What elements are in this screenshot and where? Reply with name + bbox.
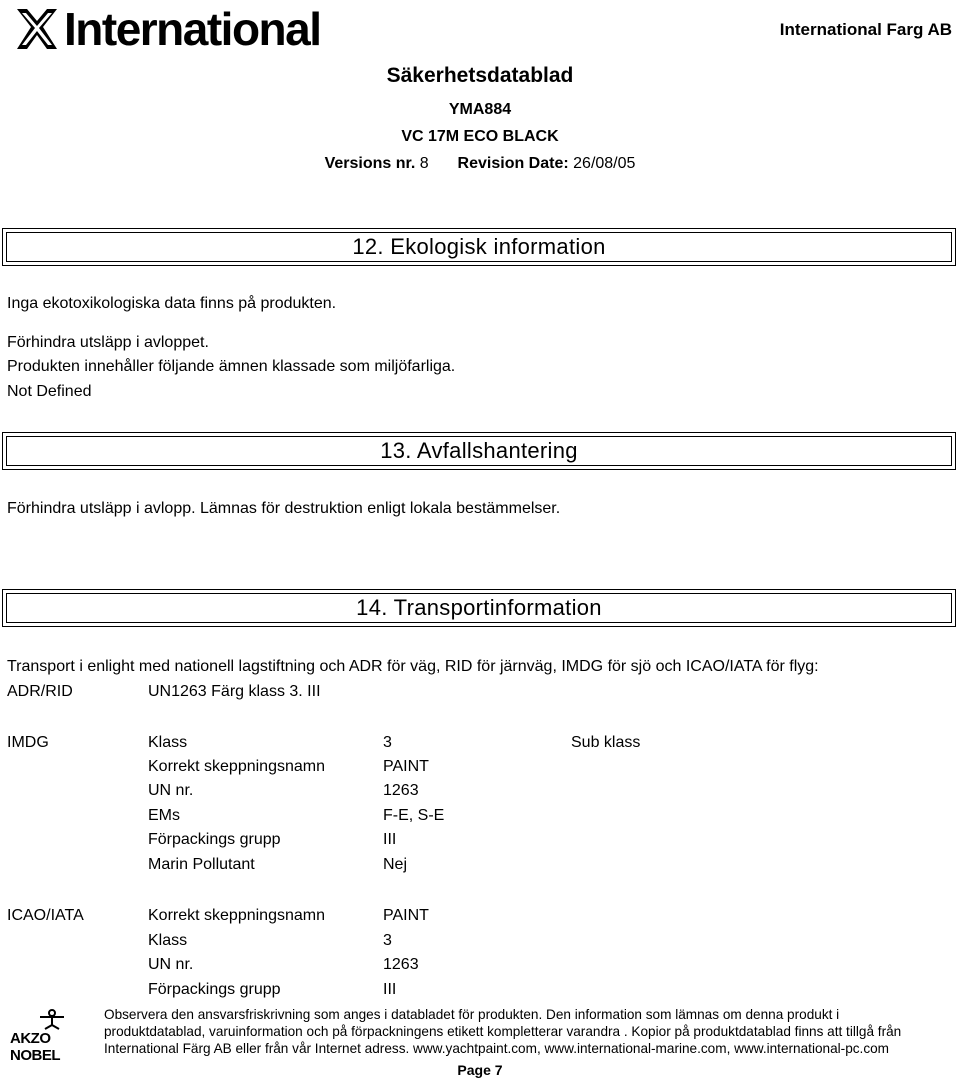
icao-row-value: PAINT (383, 907, 429, 924)
section-12-line: Inga ekotoxikologiska data finns på produkten. (7, 295, 337, 312)
page-number: Page 7 (457, 1062, 503, 1078)
imdg-row-value: 1263 (383, 782, 419, 799)
section-12-title: 12. Ekologisk information (352, 234, 606, 259)
adr-value: UN1263 Färg klass 3. III (148, 683, 321, 700)
imdg-label: IMDG (7, 734, 49, 751)
section-12-line: Förhindra utsläpp i avloppet. (7, 334, 209, 351)
imdg-row-value: 3 (383, 734, 392, 751)
icao-row-key: Förpackings grupp (148, 981, 281, 998)
icao-row-key: UN nr. (148, 956, 194, 973)
imdg-row-key: EMs (148, 807, 180, 824)
section-13-title: 13. Avfallshantering (380, 438, 578, 463)
footer-line: International Färg AB eller från vår Internet adress. www.yachtpaint.com, www.international-marine.com, www.international-pc.com (104, 1041, 890, 1056)
imdg-row-key: Marin Pollutant (148, 856, 255, 873)
imdg-sub-klass-label: Sub klass (571, 734, 641, 751)
company-name: International Farg AB (779, 20, 952, 39)
footer-disclaimer (104, 1006, 901, 1057)
imdg-row-value: PAINT (383, 758, 429, 775)
footer-line: produktdatablad, varuinformation och på förpackningens etikett kompletterar varandra . Kopior på produktdatablad finns att tillgå från (104, 1024, 902, 1039)
revision-label: Revision Date: (457, 155, 569, 172)
transport-intro: Transport i enlight med nationell lagstiftning och ADR för väg, RID för järnväg, IMDG för sjö och ICAO/IATA för flyg: (7, 658, 819, 675)
imdg-row-key: UN nr. (148, 782, 194, 799)
imdg-row-value: III (383, 831, 397, 848)
logo-wordmark: International (64, 3, 321, 55)
section-12-header (2, 228, 956, 266)
section-14-header (2, 589, 956, 627)
version-line (0, 155, 960, 173)
document-title: Säkerhetsdatablad (386, 64, 574, 87)
icao-row-value: 3 (383, 932, 392, 949)
icao-row-key: Klass (148, 932, 188, 949)
imdg-row-value: F-E, S-E (383, 807, 445, 824)
section-12-line: Not Defined (7, 383, 92, 400)
akzo-nobel-wordmark: AKZO NOBEL (10, 1030, 60, 1064)
imdg-row-key: Förpackings grupp (148, 831, 281, 848)
version-label: Versions nr. (324, 155, 416, 172)
icao-row-value: 1263 (383, 956, 419, 973)
section-13-text: Förhindra utsläpp i avlopp. Lämnas för destruktion enligt lokala bestämmelser. (7, 500, 561, 517)
footer-line: Observera den ansvarsfriskrivning som anges i databladet för produkten. Den information som lämnas om denna produkt i (104, 1007, 840, 1022)
adr-label: ADR/RID (7, 683, 73, 700)
icao-label: ICAO/IATA (7, 907, 84, 924)
product-code: YMA884 (448, 101, 512, 118)
revision-value: 26/08/05 (573, 155, 636, 172)
imdg-row-value: Nej (383, 856, 408, 873)
akzo-nobel-logo (8, 1008, 98, 1064)
section-13-header (2, 432, 956, 470)
icao-row-key: Korrekt skeppningsnamn (148, 907, 325, 924)
icao-row-value: III (383, 981, 397, 998)
akzo-figure-icon (32, 1008, 72, 1030)
product-name: VC 17M ECO BLACK (401, 128, 559, 145)
section-12-line: Produkten innehåller följande ämnen klassade som miljöfarliga. (7, 358, 456, 375)
imdg-row-key: Klass (148, 734, 188, 751)
section-14-title: 14. Transportinformation (356, 595, 602, 620)
version-value: 8 (419, 155, 429, 172)
star-icon (14, 7, 60, 51)
international-logo (14, 4, 321, 54)
imdg-row-key: Korrekt skeppningsnamn (148, 758, 325, 775)
